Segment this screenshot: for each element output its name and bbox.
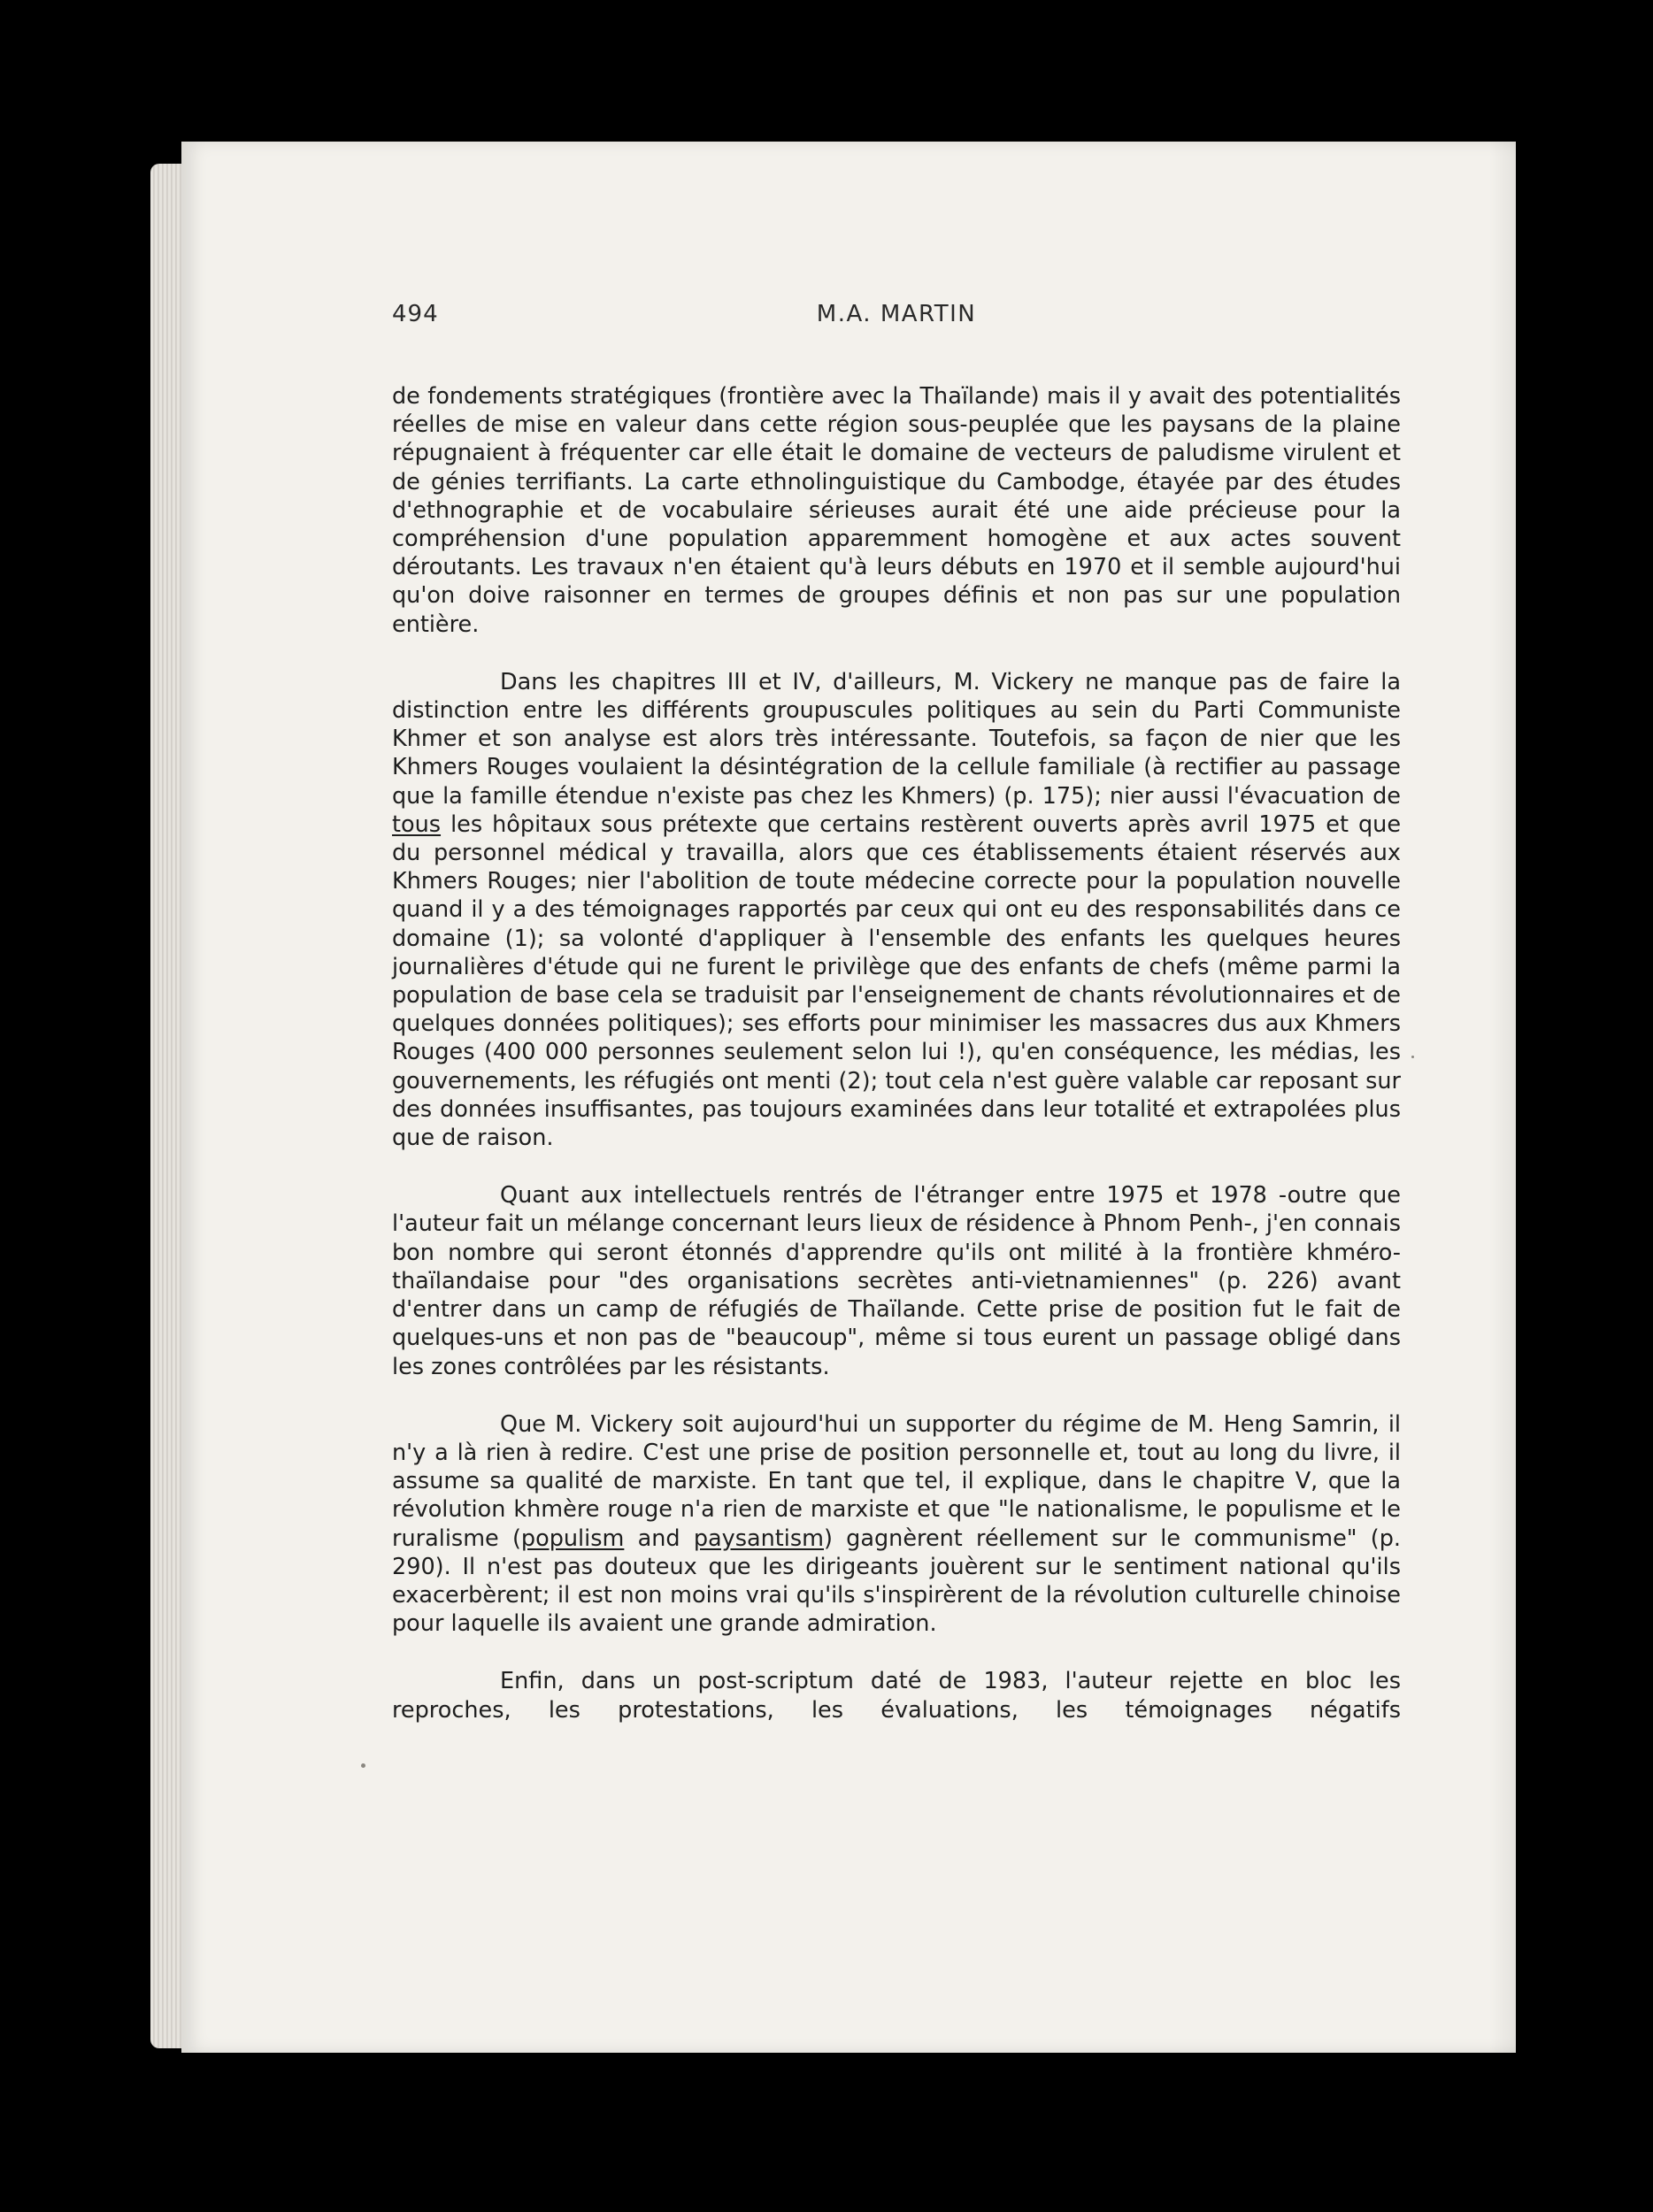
paragraph-2 — [392, 668, 1401, 1152]
underlined-word-tous: tous — [392, 810, 442, 838]
paragraph-4-part-b: ) gagnèrent réellement sur le communisme" (p. 290). Il n'est pas douteux que les dirigeants jouèrent sur le sentiment national qu'ils exacerbèrent; il est non moins vrai qu'ils s'inspirèrent de la révolution culturelle chinoise pour laquelle ils avaient une grande admiration. — [392, 1525, 1401, 1638]
underlined-word-paysantism: paysantism — [693, 1525, 824, 1552]
paragraph-4-and: and — [637, 1525, 680, 1552]
page-header — [392, 301, 1401, 345]
paper-speck — [1411, 1056, 1414, 1058]
paragraph-1: de fondements stratégiques (frontière avec la Thaïlande) mais il y avait des potentialités réelles de mise en valeur dans cette région sous-peuplée que les paysans de la plaine répugnaient à fréquenter car elle était le domaine de vecteurs de paludisme virulent et de génies terrifiants. La carte ethnolinguistique du Cambodge, étayée par des études d'ethnographie et de vocabulaire sérieuses aurait été une aide précieuse pour la compréhension d'une population apparemment homogène et aux actes souvent déroutants. Les travaux n'en étaient qu'à leurs débuts en 1970 et il semble aujourd'hui qu'on doive raisonner en termes de groupes définis et non pas sur une population entière. — [392, 383, 1401, 638]
paper-speck — [361, 1763, 365, 1768]
underlined-word-populism: populism — [520, 1525, 625, 1552]
paragraph-5: Enfin, dans un post-scriptum daté de 1983, l'auteur rejette en bloc les reproches, les protestations, les évaluations, les témoignages négatifs — [392, 1668, 1401, 1724]
running-head: M.A. MARTIN — [816, 301, 977, 327]
body-text — [392, 382, 1401, 1724]
paragraph-2-part-a: Dans les chapitres III et IV, d'ailleurs, M. Vickery ne manque pas de faire la distinction entre les différents groupuscules politiques au sein du Parti Communiste Khmer et son analyse est alors très intéressante. Toutefois, sa façon de nier que les Khmers Rouges voulaient la désintégration de la cellule familiale (à rectifier au passage que la famille étendue n'existe pas chez les Khmers) (p. 175); nier aussi l'évacuation de — [392, 668, 1401, 810]
paragraph-4 — [392, 1410, 1401, 1639]
paragraph-2-part-b: les hôpitaux sous prétexte que certains restèrent ouverts après avril 1975 et que du personnel médical y travailla, alors que ces établissements étaient réservés aux Khmers Rouges; nier l'abolition de toute médecine correcte pour la population nouvelle quand il y a des témoignages rapportés par ceux qui ont eu des responsabilités dans ce domaine (1); sa volonté d'appliquer à l'ensemble des enfants les quelques heures journalières d'étude qui ne furent le privilège que des enfants de chefs (même parmi la population de base cela se traduisit par l'enseignement de chants révolutionnaires et de quelques données politiques); ses efforts pour minimiser les massacres dus aux Khmers Rouges (400 000 personnes seulement selon lui !), qu'en conséquence, les médias, les gouvernements, les réfugiés ont menti (2); tout cela n'est guère valable car reposant sur des données insuffisantes, pas toujours examinées dans leur totalité et extrapolées plus que de raison. — [392, 810, 1402, 1152]
paragraph-3: Quant aux intellectuels rentrés de l'étranger entre 1975 et 1978 -outre que l'auteur fait un mélange concernant leurs lieux de résidence à Phnom Penh-, j'en connais bon nombre qui seront étonnés d'apprendre qu'ils ont milité à la frontière khméro-thaïlandaise pour "des organisations secrètes anti-vietnamiennes" (p. 226) avant d'entrer dans un camp de réfugiés de Thaïlande. Cette prise de position fut le fait de quelques-uns et non pas de "beaucoup", même si tous eurent un passage obligé dans les zones contrôlées par les résistants. — [392, 1182, 1401, 1380]
paragraph-4-part-a: Que M. Vickery soit aujourd'hui un supporter du régime de M. Heng Samrin, il n'y a là rien à redire. C'est une prise de position personnelle et, tout au long du livre, il assume sa qualité de marxiste. En tant que tel, il explique, dans le chapitre V, que la révolution khmère rouge n'a rien de marxiste et que "le nationalisme, le populisme et le ruralisme ( — [392, 1410, 1401, 1552]
page-number: 494 — [392, 301, 439, 327]
